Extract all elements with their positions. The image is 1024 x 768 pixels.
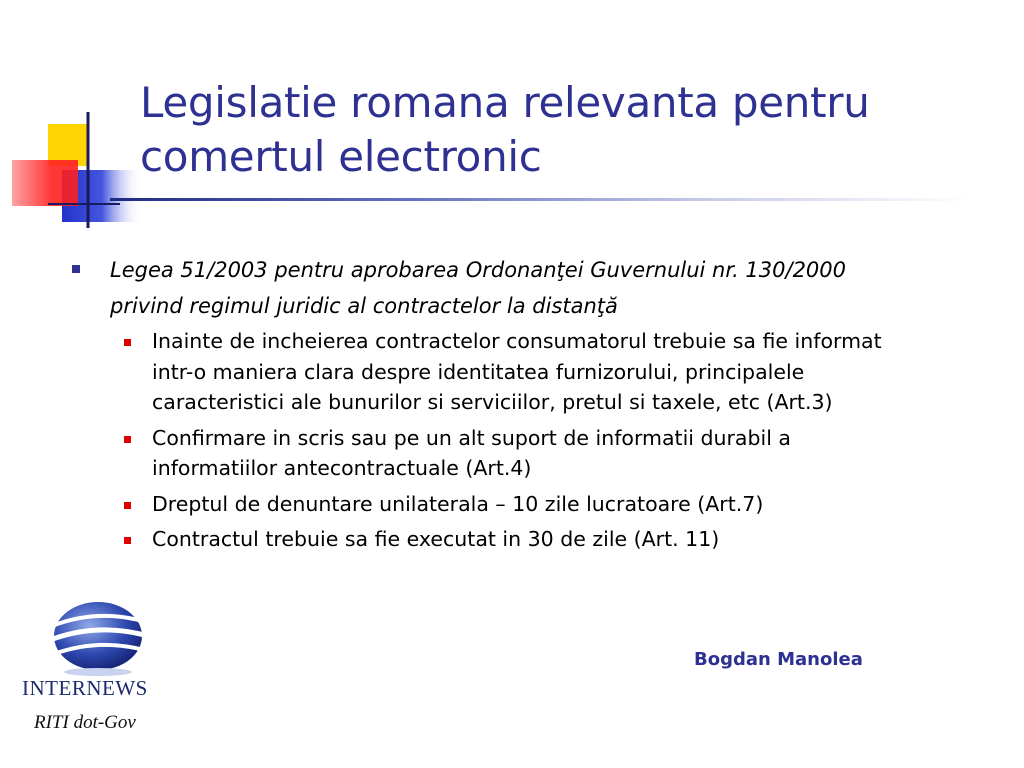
bullet-square-icon (124, 502, 131, 509)
logo-subtitle: RITI dot-Gov (34, 712, 136, 733)
sub-point-list (152, 326, 922, 560)
bullet-square-icon (124, 436, 131, 443)
sub-point-text: Dreptul de denuntare unilaterala – 10 zile lucratoare (Art.7) (152, 491, 764, 516)
sub-point-text: Inainte de incheierea contractelor consumatorul trebuie sa fie informat intr-o maniera clara despre identitatea furnizorului, principalele caracteristici ale bunurilor si serviciilor, pretul si taxele, etc (Art.3) (152, 329, 882, 414)
sub-point-text: Contractul trebuie sa fie executat in 30 de zile (Art. 11) (152, 527, 720, 551)
list-item (152, 326, 922, 418)
decorative-corner-graphic (0, 0, 150, 240)
list-item (152, 489, 922, 520)
bullet-square-icon (124, 537, 131, 544)
sub-point-text: Confirmare in scris sau pe un alt suport de informatii durabil a informatiilor antecontractuale (Art.4) (152, 425, 791, 480)
title-divider (110, 198, 970, 201)
list-item (152, 423, 922, 484)
author-name: Bogdan Manolea (694, 649, 863, 670)
list-item (152, 524, 922, 555)
bullet-square-icon (124, 339, 131, 346)
slide-title: Legislatie romana relevanta pentru comertul electronic (140, 78, 870, 181)
bullet-square-icon (72, 265, 80, 273)
logo-text: INTERNEWS (22, 676, 148, 700)
main-point: Legea 51/2003 pentru aprobarea Ordonanţei Guvernului nr. 130/2000 privind regimul juridic al contractelor la distanţă (110, 258, 847, 318)
